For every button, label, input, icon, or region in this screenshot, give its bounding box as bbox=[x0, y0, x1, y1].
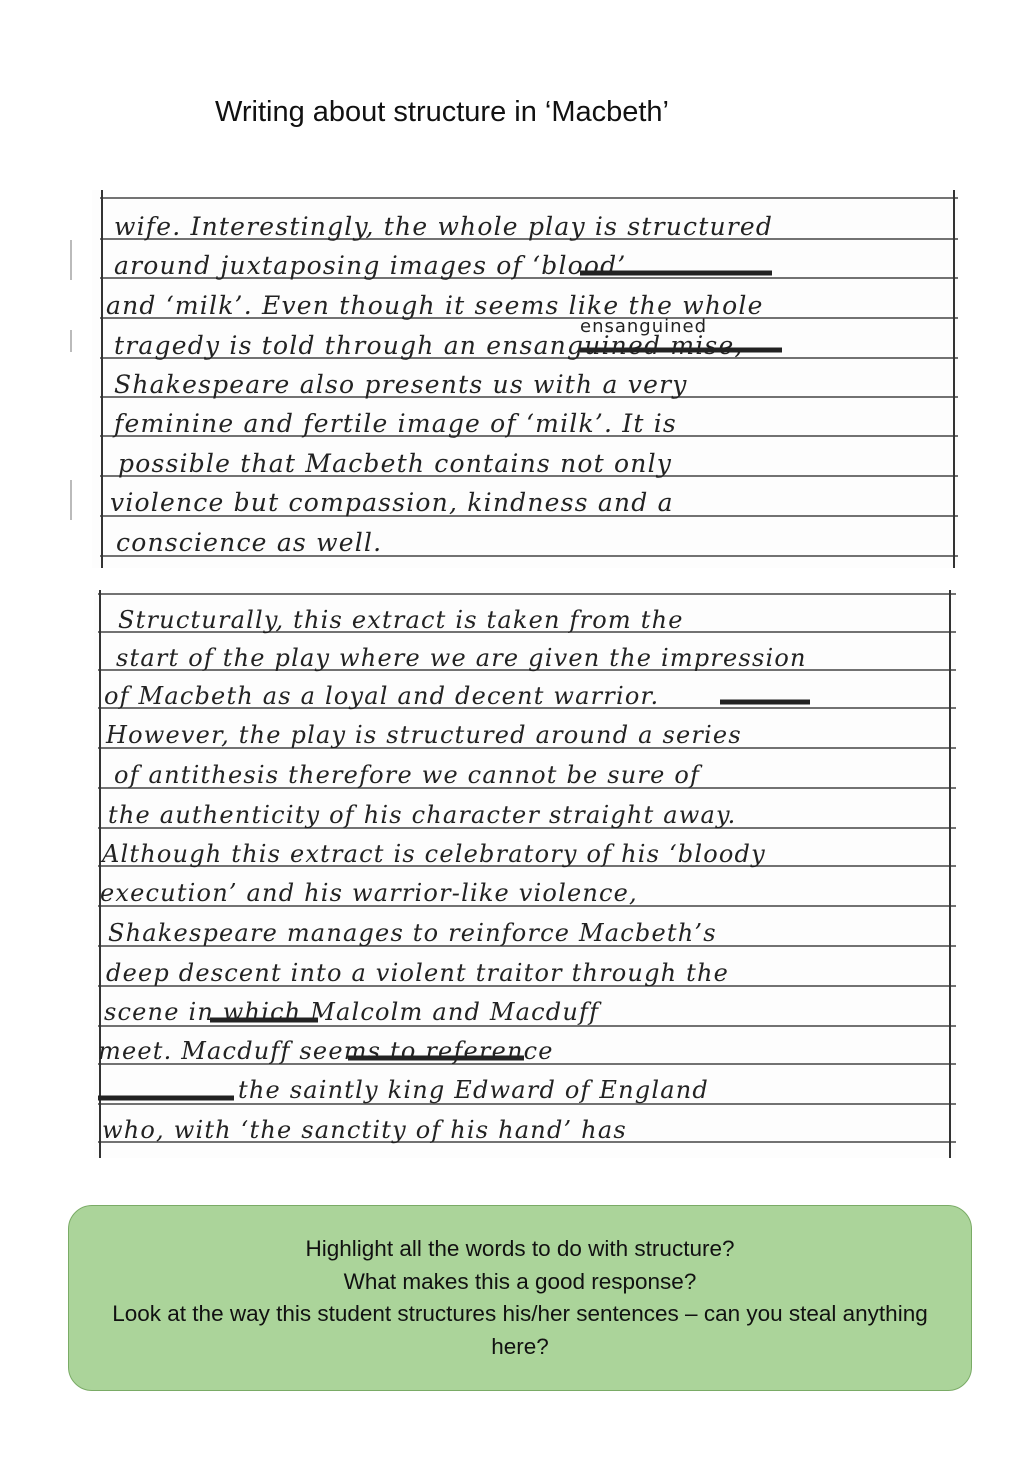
handwritten-line: start of the play where we are given the impression bbox=[116, 644, 807, 672]
handwritten-line: and ‘milk’. Even though it seems like the whole bbox=[106, 291, 764, 320]
margin-mark bbox=[70, 480, 72, 520]
handwritten-line: Although this extract is celebratory of his ‘bloody bbox=[102, 840, 766, 868]
handwritten-line: who, with ‘the sanctity of his hand’ has bbox=[102, 1116, 627, 1144]
handwritten-line: of Macbeth as a loyal and decent warrior. bbox=[104, 682, 660, 710]
task-question: What makes this a good response? bbox=[343, 1268, 697, 1294]
handwritten-line: of antithesis therefore we cannot be sure of bbox=[114, 761, 701, 789]
handwritten-line: wife. Interestingly, the whole play is structured bbox=[114, 212, 774, 241]
handwritten-line: conscience as well. bbox=[116, 528, 383, 557]
ruled-lines bbox=[94, 590, 956, 1158]
handwritten-line: tragedy is told through an ensanguined mise, bbox=[114, 331, 744, 360]
handwritten-scan-1 bbox=[92, 190, 958, 568]
handwritten-scan-2 bbox=[94, 590, 956, 1158]
handwritten-line: around juxtaposing images of ‘blood’ bbox=[114, 251, 627, 280]
handwritten-line: the saintly king Edward of England bbox=[238, 1076, 709, 1104]
handwritten-line: Structurally, this extract is taken from the bbox=[118, 606, 684, 634]
handwritten-line: deep descent into a violent traitor through the bbox=[106, 959, 730, 987]
task-question: Look at the way this student structures his/her sentences – can you steal anything here? bbox=[112, 1301, 928, 1359]
handwritten-line: Shakespeare also presents us with a very bbox=[114, 370, 688, 399]
handwritten-line: execution’ and his warrior-like violence, bbox=[100, 879, 638, 907]
margin-mark bbox=[70, 240, 72, 280]
handwritten-line: possible that Macbeth contains not only bbox=[118, 449, 673, 478]
handwritten-line: meet. Macduff seems to reference bbox=[98, 1037, 554, 1065]
handwritten-line: feminine and fertile image of ‘milk’. It is bbox=[114, 409, 677, 438]
task-question: Highlight all the words to do with structure? bbox=[305, 1236, 735, 1261]
page-title: Writing about structure in ‘Macbeth’ bbox=[215, 96, 670, 128]
handwritten-insertion: ensanguined bbox=[580, 316, 708, 337]
handwritten-line: violence but compassion, kindness and a bbox=[110, 488, 674, 517]
handwritten-line: the authenticity of his character straight away. bbox=[108, 801, 737, 829]
handwritten-line: scene in which Malcolm and Macduff bbox=[104, 998, 600, 1026]
handwritten-line: However, the play is structured around a series bbox=[106, 721, 742, 749]
handwritten-line: Shakespeare manages to reinforce Macbeth’s bbox=[108, 919, 717, 947]
task-box bbox=[68, 1205, 972, 1391]
margin-mark bbox=[70, 330, 72, 352]
